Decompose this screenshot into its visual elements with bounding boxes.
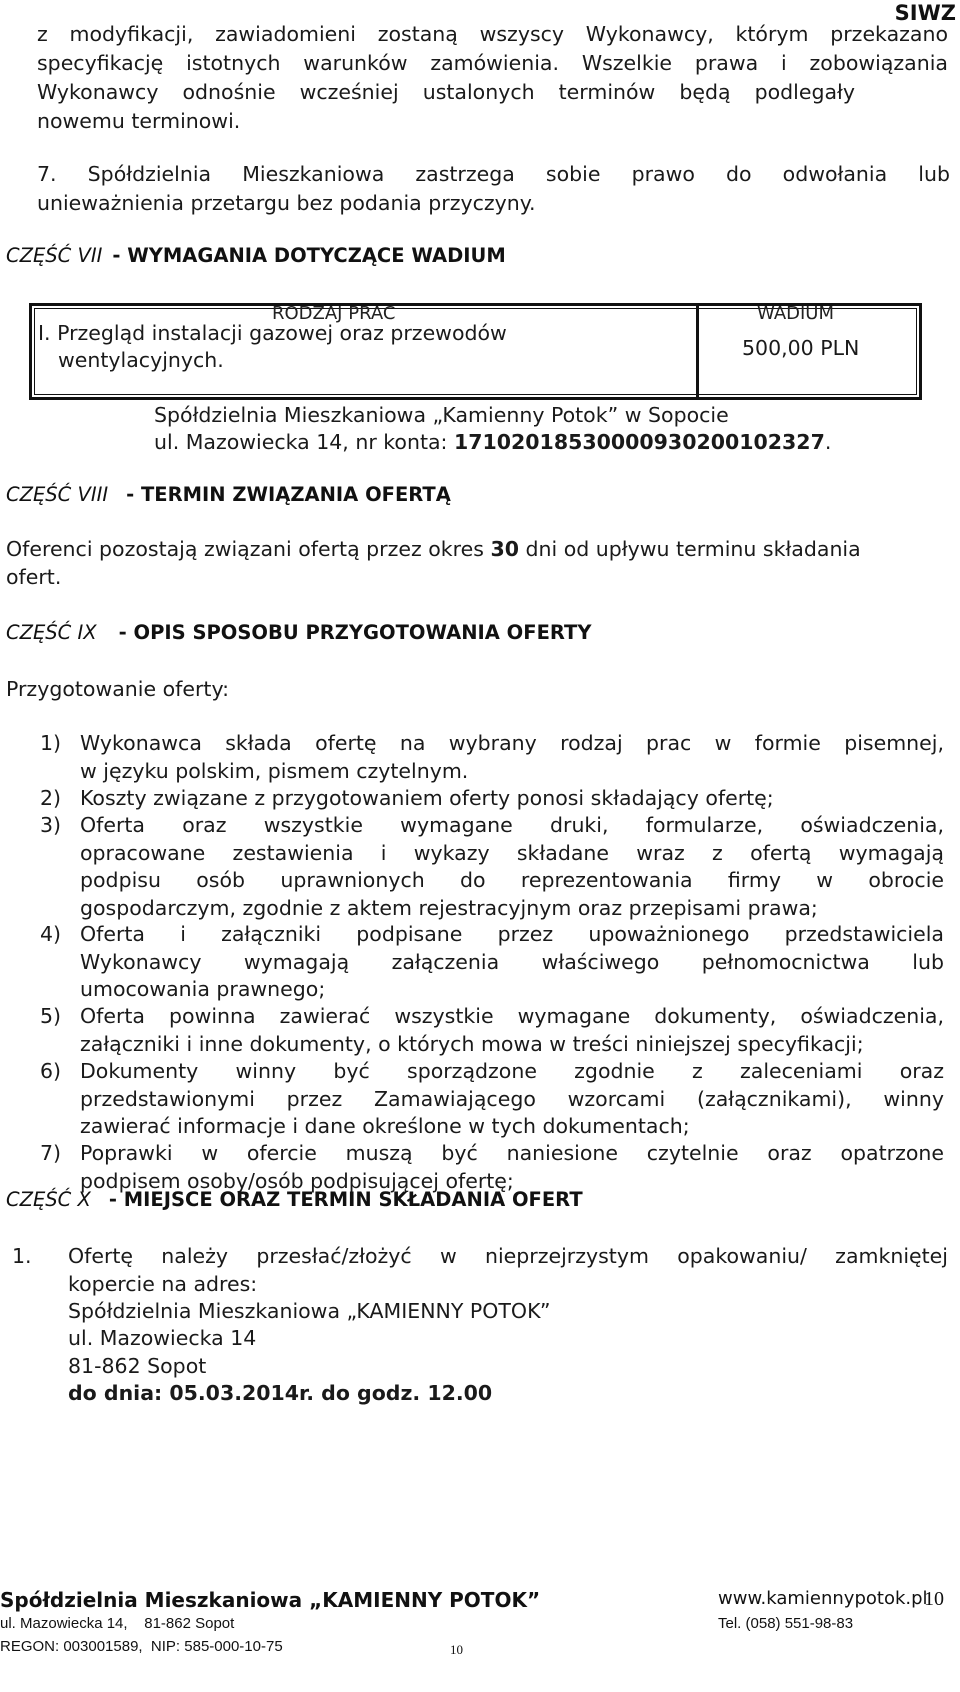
part-8-text-suffix: dni od upływu terminu składania (519, 537, 861, 561)
part-8-days: 30 (490, 537, 519, 561)
footer-page-number-center: 10 (450, 1642, 463, 1657)
part-7-title: - WYMAGANIA DOTYCZĄCE WADIUM (112, 244, 506, 267)
part-8-title: - TERMIN ZWIĄZANIA OFERTĄ (126, 483, 451, 506)
list-item-number: 7) (40, 1141, 62, 1165)
list-item-number: 3) (40, 813, 62, 837)
part-7-heading (6, 242, 506, 270)
list-item-number: 2) (40, 786, 62, 810)
list-item-line: przedstawionymi przez Zamawiającego wzorcami (załącznikami), winny (80, 1086, 944, 1111)
part-10-heading (6, 1186, 583, 1214)
part-9-heading (6, 619, 591, 647)
footer-address: ul. Mazowiecka 14, 81-862 Sopot (0, 1615, 235, 1632)
wadium-table-divider (696, 306, 699, 397)
list-item-line: podpisem osoby/osób podpisującej ofertę; (80, 1168, 514, 1193)
list-item-line: gospodarczym, zgodnie z aktem rejestracyjnym oraz przepisami prawa; (80, 895, 818, 920)
list-item-line: podpisu osób uprawnionych do reprezentowania firmy w obrocie (80, 868, 944, 892)
table-row-work-line-2: wentylacyjnych. (58, 348, 224, 372)
footer-phone: Tel. (058) 551-98-83 (718, 1615, 854, 1632)
table-header-rodzaj-prac: RODZAJ PRAC (272, 303, 396, 324)
list-item-line: umocowania prawnego; (80, 977, 326, 1001)
part-9-label: CZĘŚĆ IX (6, 621, 97, 644)
address-city: 81-862 Sopot (68, 1354, 207, 1378)
list-item-line: Oferta powinna zawierać wszystkie wymagane dokumenty, oświadczenia, (80, 1004, 944, 1028)
bank-address: ul. Mazowiecka 14, nr konta: (154, 430, 454, 454)
list-item-line: opracowane zestawienia i wykazy składane wraz z ofertą wymagają (80, 840, 944, 865)
bank-line-end: . (824, 430, 832, 454)
bank-line-2 (154, 428, 831, 457)
part-8-text-prefix: Oferenci pozostają związani ofertą przez okres (6, 537, 491, 561)
part-10-label: CZĘŚĆ X (6, 1188, 91, 1211)
part-9-intro: Przygotowanie oferty: (6, 677, 229, 701)
list-item-line: Oferta oraz wszystkie wymagane druki, formularze, oświadczenia, (80, 813, 944, 837)
part-7-label: CZĘŚĆ VII (6, 244, 103, 267)
siwz-label: SIWZ (894, 1, 956, 25)
list-item-number: 1) (40, 731, 62, 755)
list-item-line: zawierać informacje i dane określone w tych dokumentach; (80, 1114, 690, 1138)
footer-regon-nip: REGON: 003001589, NIP: 585-000-10-75 (0, 1638, 283, 1655)
list-item-line: Wykonawca składa ofertę na wybrany rodzaj prac w formie pisemnej, (80, 731, 944, 755)
part-10-line-1: Ofertę należy przesłać/złożyć w nieprzejrzystym opakowaniu/ zamkniętej (68, 1244, 948, 1268)
table-header-wadium: WADIUM (757, 303, 835, 324)
part-9-title: - OPIS SPOSOBU PRZYGOTOWANIA OFERTY (118, 621, 592, 644)
list-item-number: 5) (40, 1004, 62, 1028)
item-7-line-2: unieważnienia przetargu bez podania przyczyny. (37, 191, 536, 215)
intro-line-1: z modyfikacji, zawiadomieni zostaną wszyscy Wykonawcy, którym przekazano (37, 22, 948, 46)
part-8-text-line-1 (6, 535, 861, 564)
address-street: ul. Mazowiecka 14 (68, 1326, 257, 1350)
list-item-line: Oferta i załączniki podpisane przez upoważnionego przedstawiciela (80, 922, 944, 946)
list-item-line: Poprawki w ofercie muszą być naniesione czytelnie oraz opatrzone (80, 1141, 944, 1165)
intro-line-2: specyfikację istotnych warunków zamówienia. Wszelkie prawa i zobowiązania (37, 51, 948, 75)
part-10-line-2: kopercie na adres: (68, 1272, 258, 1296)
table-row-work-line-1: I. Przegląd instalacji gazowej oraz przewodów (38, 321, 507, 345)
list-item-line: Wykonawcy wymagają załączenia właściwego pełnomocnictwa lub (80, 949, 944, 974)
list-item-line: Koszty związane z przygotowaniem oferty ponosi składający ofertę; (80, 786, 774, 810)
bank-line-1: Spółdzielnia Mieszkaniowa „Kamienny Potok” w Sopocie (154, 403, 729, 427)
list-item-line: Dokumenty winny być sporządzone zgodnie z zaleceniami oraz (80, 1059, 944, 1083)
bank-account-number: 17102018530000930200102327 (453, 430, 825, 454)
part-10-item-number: 1. (12, 1244, 32, 1268)
part-8-label: CZĘŚĆ VIII (6, 483, 109, 506)
address-org: Spółdzielnia Mieszkaniowa „KAMIENNY POTOK” (68, 1299, 551, 1323)
footer-org-name: Spółdzielnia Mieszkaniowa „KAMIENNY POTOK” (0, 1588, 541, 1612)
item-7-line-1: 7. Spółdzielnia Mieszkaniowa zastrzega sobie prawo do odwołania lub (37, 162, 950, 186)
footer-website[interactable]: www.kamiennypotok.pl (718, 1588, 928, 1609)
part-8-text-line-2: ofert. (6, 565, 62, 589)
part-10-title: - MIEJSCE ORAZ TERMIN SKŁADANIA OFERT (108, 1188, 583, 1211)
intro-line-4: nowemu terminowi. (37, 109, 241, 133)
table-row-wadium-value: 500,00 PLN (742, 336, 860, 360)
list-item-number: 4) (40, 922, 62, 946)
intro-line-3: Wykonawcy odnośnie wcześniej ustalonych terminów będą podlegały (37, 80, 855, 104)
footer-page-number-right: 10 (924, 1588, 944, 1610)
list-item-line: w języku polskim, pismem czytelnym. (80, 758, 469, 783)
deadline: do dnia: 05.03.2014r. do godz. 12.00 (68, 1381, 493, 1405)
list-item-line: załączniki i inne dokumenty, o których mowa w treści niniejszej specyfikacji; (80, 1031, 864, 1056)
part-8-heading (6, 481, 451, 509)
list-item-number: 6) (40, 1059, 62, 1083)
wadium-table (29, 303, 922, 400)
